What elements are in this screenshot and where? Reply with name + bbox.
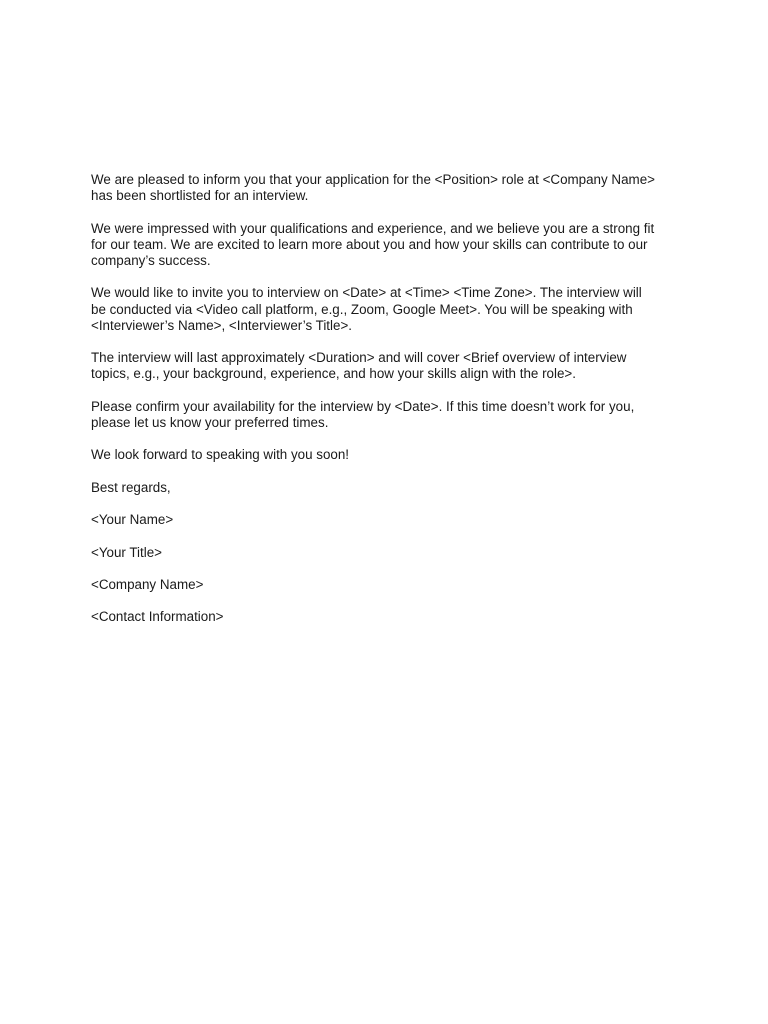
text-line: company’s success.	[91, 253, 211, 268]
signature-company: <Company Name>	[91, 576, 204, 592]
text-line: We look forward to speaking with you soon!	[91, 447, 350, 463]
paragraph-duration	[91, 350, 681, 382]
text-line: We are pleased to inform you that your application for the <Position> role at <Company Name>	[91, 172, 655, 187]
text-line: please let us know your preferred times.	[91, 414, 329, 430]
text-line: for our team. We are excited to learn more about you and how your skills can contribute to our	[91, 236, 648, 252]
paragraph-look-forward	[91, 447, 681, 463]
signature-contact: <Contact Information>	[91, 609, 224, 625]
signature-name: <Your Name>	[91, 512, 174, 528]
text-line: be conducted via <Video call platform, e.g., Zoom, Google Meet>. You will be speaking with	[91, 301, 633, 317]
text-line: has been shortlisted for an interview.	[91, 188, 309, 204]
closing-salutation: Best regards,	[91, 479, 171, 495]
paragraph-shortlist-notice	[91, 172, 681, 204]
text-line: The interview will last approximately <Duration> and will cover <Brief overview of interview	[91, 350, 627, 366]
text-line: topics, e.g., your background, experience, and how your skills align with the role>.	[91, 366, 576, 382]
letter-body	[91, 172, 681, 642]
text-line: <Interviewer’s Name>, <Interviewer’s Title>.	[91, 317, 352, 333]
paragraph-impression	[91, 221, 681, 270]
text-line: We would like to invite you to interview on <Date> at <Time> <Time Zone>. The interview will	[91, 285, 642, 301]
paragraph-confirmation	[91, 399, 681, 431]
text-line: We were impressed with your qualifications and experience, and we believe you are a strong fit	[91, 220, 655, 236]
signature-title: <Your Title>	[91, 544, 162, 560]
text-line: Please confirm your availability for the interview by <Date>. If this time doesn’t work for you,	[91, 398, 635, 414]
paragraph-invitation	[91, 285, 681, 334]
